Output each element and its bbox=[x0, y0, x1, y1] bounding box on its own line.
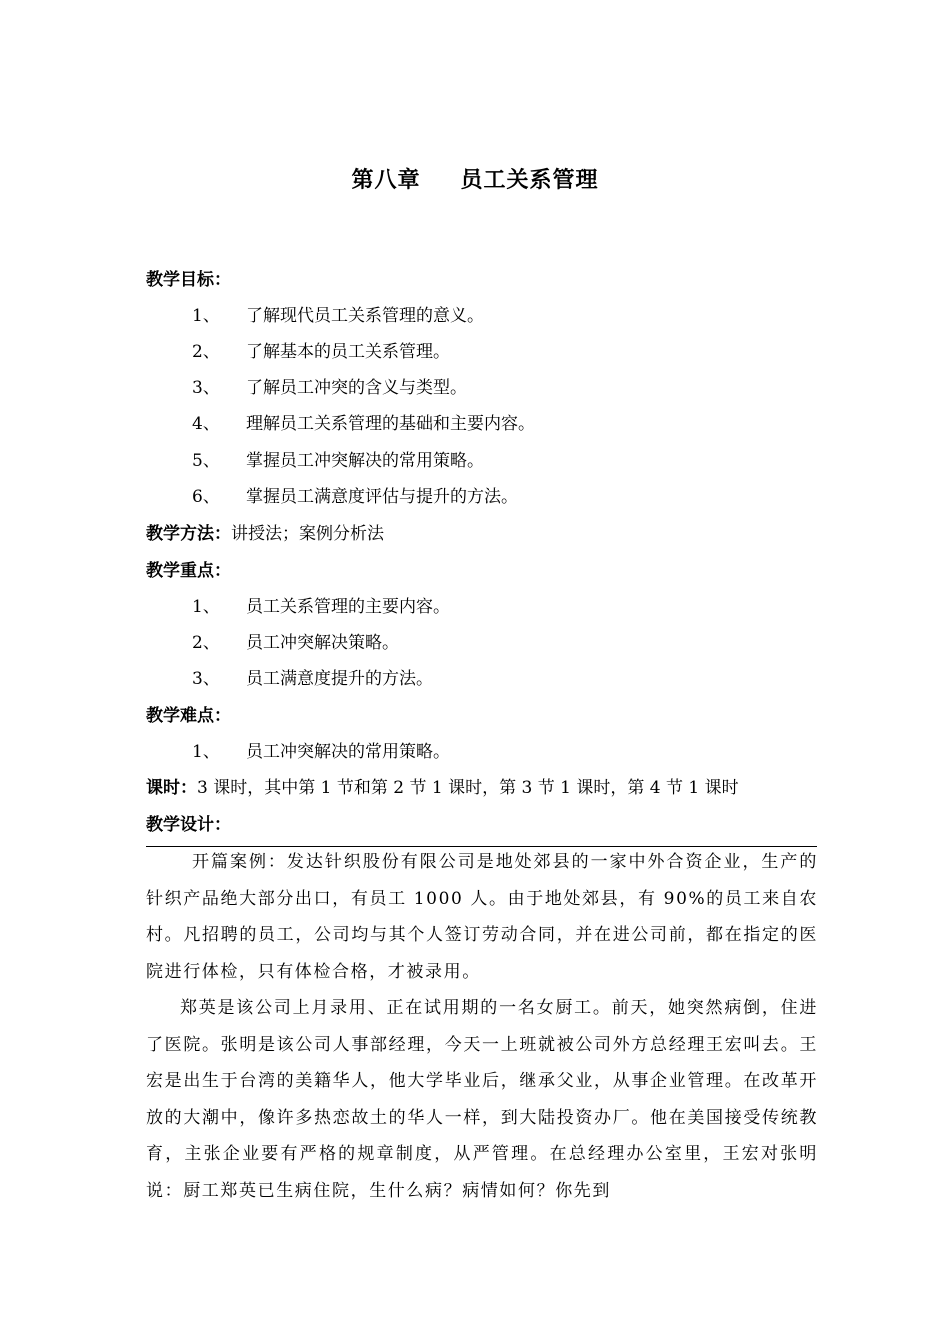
case-paragraph-2: 郑英是该公司上月录用、正在试用期的一名女厨工。前天，她突然病倒，住进了医院。张明是该公司人事部经理，今天一上班就被公司外方总经理王宏叫去。王宏是出生于台湾的美籍华人，他大学毕业后，继承父业，从事企业管理。在改革开放的大潮中，像许多热恋故土的华人一样，到大陆投资办厂。他在美国接受传统教育，主张企业要有严格的规章制度，从严管理。在总经理办公室里，王宏对张明说：厨工郑英已生病住院，生什么病？病情如何？你先到 bbox=[146, 998, 818, 1201]
item-text: 理解员工关系管理的基础和主要内容。 bbox=[246, 414, 535, 434]
item-text: 了解现代员工关系管理的意义。 bbox=[246, 306, 484, 326]
item-text: 员工冲突解决的常用策略。 bbox=[246, 742, 450, 762]
objectives-heading: 教学目标： bbox=[146, 270, 231, 290]
hours-text: 3 课时，其中第 1 节和第 2 节 1 课时，第 3 节 1 课时，第 4 节 1 课时 bbox=[197, 778, 739, 798]
hours-heading: 课时： bbox=[146, 778, 197, 798]
page-title bbox=[0, 163, 950, 194]
chapter-number: 第八章 bbox=[351, 168, 421, 193]
methods-text: 讲授法；案例分析法 bbox=[231, 524, 384, 544]
case-paragraph-1: 开篇案例：发达针织股份有限公司是地处郊县的一家中外合资企业，生产的针织产品绝大部分出口，有员工 1000 人。由于地处郊县，有 90%的员工来自农村。凡招聘的员工，公司均与其个人签订劳动合同，并在进公司前，都在指定的医院进行体检，只有体检合格，才被录用。 bbox=[146, 852, 818, 982]
item-number: 5、 bbox=[192, 451, 220, 471]
item-text: 员工关系管理的主要内容。 bbox=[246, 597, 450, 617]
hours-line bbox=[146, 776, 739, 800]
item-number: 2、 bbox=[192, 633, 220, 653]
item-number: 4、 bbox=[192, 414, 220, 434]
methods-heading: 教学方法： bbox=[146, 524, 231, 544]
item-text: 员工冲突解决策略。 bbox=[246, 633, 399, 653]
difficulties-heading: 教学难点： bbox=[146, 706, 231, 726]
item-text: 了解员工冲突的含义与类型。 bbox=[246, 378, 467, 398]
item-number: 6、 bbox=[192, 487, 220, 507]
item-text: 掌握员工满意度评估与提升的方法。 bbox=[246, 487, 518, 507]
design-heading: 教学设计： bbox=[146, 815, 231, 835]
methods-line bbox=[146, 522, 384, 546]
item-number: 1、 bbox=[192, 306, 220, 326]
item-number: 1、 bbox=[192, 597, 220, 617]
item-number: 3、 bbox=[192, 378, 220, 398]
item-text: 了解基本的员工关系管理。 bbox=[246, 342, 450, 362]
item-number: 3、 bbox=[192, 669, 220, 689]
chapter-name: 员工关系管理 bbox=[460, 168, 599, 193]
item-number: 2、 bbox=[192, 342, 220, 362]
item-text: 员工满意度提升的方法。 bbox=[246, 669, 433, 689]
item-text: 掌握员工冲突解决的常用策略。 bbox=[246, 451, 484, 471]
item-number: 1、 bbox=[192, 742, 220, 762]
key-points-heading: 教学重点： bbox=[146, 561, 231, 581]
